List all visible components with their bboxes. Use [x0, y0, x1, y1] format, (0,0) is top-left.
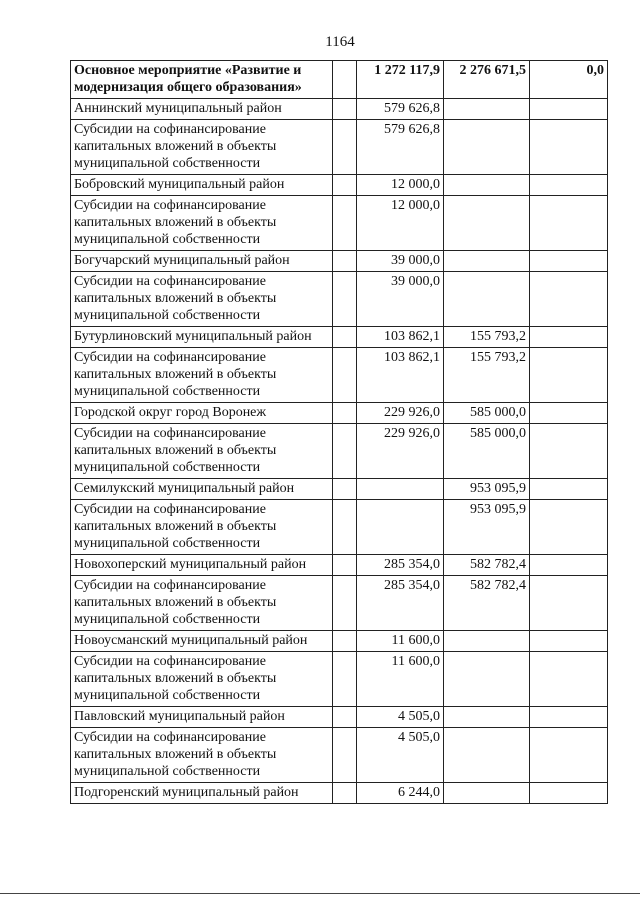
row-name-cell: Субсидии на софинансирование капитальных вложений в объекты муниципальной собственности — [71, 576, 333, 631]
row-code-cell — [333, 783, 357, 804]
row-name-cell: Аннинский муниципальный район — [71, 99, 333, 120]
table-row — [71, 348, 608, 403]
row-code-cell — [333, 251, 357, 272]
row-value-2-cell: 155 793,2 — [444, 348, 530, 403]
table-row — [71, 327, 608, 348]
table-row — [71, 728, 608, 783]
row-value-2-cell: 155 793,2 — [444, 327, 530, 348]
row-value-3-cell — [530, 403, 608, 424]
row-code-cell — [333, 120, 357, 175]
row-value-3-cell — [530, 99, 608, 120]
header-value-1-cell: 1 272 117,9 — [357, 61, 444, 99]
row-value-3-cell — [530, 576, 608, 631]
row-value-3-cell — [530, 652, 608, 707]
row-value-1-cell: 579 626,8 — [357, 120, 444, 175]
row-value-2-cell — [444, 120, 530, 175]
row-value-2-cell — [444, 631, 530, 652]
row-value-1-cell — [357, 500, 444, 555]
table-header-row — [71, 61, 608, 99]
table-row — [71, 783, 608, 804]
row-value-3-cell — [530, 424, 608, 479]
row-value-1-cell: 11 600,0 — [357, 652, 444, 707]
row-value-1-cell: 12 000,0 — [357, 175, 444, 196]
row-code-cell — [333, 99, 357, 120]
header-value-2-cell: 2 276 671,5 — [444, 61, 530, 99]
row-code-cell — [333, 175, 357, 196]
budget-table — [70, 60, 608, 804]
row-name-cell: Субсидии на софинансирование капитальных вложений в объекты муниципальной собственности — [71, 348, 333, 403]
header-code-cell — [333, 61, 357, 99]
row-value-2-cell: 953 095,9 — [444, 500, 530, 555]
row-value-1-cell: 579 626,8 — [357, 99, 444, 120]
row-value-2-cell — [444, 251, 530, 272]
row-value-2-cell — [444, 652, 530, 707]
row-name-cell: Подгоренский муниципальный район — [71, 783, 333, 804]
row-value-1-cell: 103 862,1 — [357, 348, 444, 403]
row-name-cell: Субсидии на софинансирование капитальных вложений в объекты муниципальной собственности — [71, 272, 333, 327]
row-name-cell: Субсидии на софинансирование капитальных вложений в объекты муниципальной собственности — [71, 500, 333, 555]
row-code-cell — [333, 555, 357, 576]
row-value-3-cell — [530, 555, 608, 576]
row-value-2-cell — [444, 272, 530, 327]
header-value-3-cell: 0,0 — [530, 61, 608, 99]
row-name-cell: Богучарский муниципальный район — [71, 251, 333, 272]
row-value-3-cell — [530, 196, 608, 251]
row-code-cell — [333, 403, 357, 424]
row-code-cell — [333, 196, 357, 251]
row-value-2-cell: 585 000,0 — [444, 403, 530, 424]
table-row — [71, 424, 608, 479]
row-value-2-cell: 582 782,4 — [444, 576, 530, 631]
row-name-cell: Павловский муниципальный район — [71, 707, 333, 728]
row-code-cell — [333, 576, 357, 631]
header-name-cell: Основное мероприятие «Развитие и модернизация общего образования» — [71, 61, 333, 99]
row-code-cell — [333, 479, 357, 500]
row-value-3-cell — [530, 272, 608, 327]
row-code-cell — [333, 424, 357, 479]
row-value-3-cell — [530, 479, 608, 500]
row-value-1-cell: 285 354,0 — [357, 576, 444, 631]
row-code-cell — [333, 728, 357, 783]
table-row — [71, 652, 608, 707]
row-code-cell — [333, 348, 357, 403]
row-name-cell: Субсидии на софинансирование капитальных вложений в объекты муниципальной собственности — [71, 196, 333, 251]
row-value-2-cell: 585 000,0 — [444, 424, 530, 479]
row-value-2-cell: 582 782,4 — [444, 555, 530, 576]
row-value-3-cell — [530, 728, 608, 783]
row-name-cell: Субсидии на софинансирование капитальных вложений в объекты муниципальной собственности — [71, 424, 333, 479]
row-name-cell: Городской округ город Воронеж — [71, 403, 333, 424]
row-name-cell: Бобровский муниципальный район — [71, 175, 333, 196]
table-row — [71, 479, 608, 500]
row-code-cell — [333, 500, 357, 555]
table-row — [71, 99, 608, 120]
row-code-cell — [333, 652, 357, 707]
row-value-3-cell — [530, 707, 608, 728]
table-row — [71, 576, 608, 631]
row-value-1-cell: 4 505,0 — [357, 728, 444, 783]
table-row — [71, 707, 608, 728]
row-value-3-cell — [530, 500, 608, 555]
row-value-3-cell — [530, 251, 608, 272]
row-code-cell — [333, 707, 357, 728]
row-value-2-cell — [444, 707, 530, 728]
row-value-1-cell: 12 000,0 — [357, 196, 444, 251]
row-value-1-cell: 229 926,0 — [357, 403, 444, 424]
row-value-2-cell — [444, 728, 530, 783]
row-name-cell: Новоусманский муниципальный район — [71, 631, 333, 652]
row-value-2-cell — [444, 196, 530, 251]
row-value-1-cell: 39 000,0 — [357, 272, 444, 327]
table-row — [71, 196, 608, 251]
row-value-1-cell: 103 862,1 — [357, 327, 444, 348]
row-value-1-cell: 285 354,0 — [357, 555, 444, 576]
table-row — [71, 631, 608, 652]
row-value-1-cell: 6 244,0 — [357, 783, 444, 804]
row-code-cell — [333, 327, 357, 348]
scan-bottom-edge — [0, 893, 640, 894]
row-value-2-cell — [444, 783, 530, 804]
table-row — [71, 251, 608, 272]
row-value-3-cell — [530, 175, 608, 196]
page-number: 1164 — [325, 34, 355, 50]
row-code-cell — [333, 272, 357, 327]
row-value-1-cell — [357, 479, 444, 500]
row-name-cell: Субсидии на софинансирование капитальных вложений в объекты муниципальной собственности — [71, 652, 333, 707]
row-value-1-cell: 229 926,0 — [357, 424, 444, 479]
row-value-3-cell — [530, 327, 608, 348]
row-value-2-cell — [444, 99, 530, 120]
row-value-3-cell — [530, 120, 608, 175]
table-row — [71, 555, 608, 576]
row-value-2-cell — [444, 175, 530, 196]
row-value-1-cell: 39 000,0 — [357, 251, 444, 272]
row-name-cell: Субсидии на софинансирование капитальных вложений в объекты муниципальной собственности — [71, 728, 333, 783]
row-value-3-cell — [530, 783, 608, 804]
row-name-cell: Субсидии на софинансирование капитальных вложений в объекты муниципальной собственности — [71, 120, 333, 175]
table-row — [71, 272, 608, 327]
row-code-cell — [333, 631, 357, 652]
table-row — [71, 175, 608, 196]
row-name-cell: Новохоперский муниципальный район — [71, 555, 333, 576]
table-row — [71, 120, 608, 175]
budget-table-body — [71, 61, 608, 804]
row-value-1-cell: 4 505,0 — [357, 707, 444, 728]
row-value-1-cell: 11 600,0 — [357, 631, 444, 652]
table-row — [71, 500, 608, 555]
row-name-cell: Семилукский муниципальный район — [71, 479, 333, 500]
table-row — [71, 403, 608, 424]
row-value-3-cell — [530, 631, 608, 652]
row-name-cell: Бутурлиновский муниципальный район — [71, 327, 333, 348]
row-value-2-cell: 953 095,9 — [444, 479, 530, 500]
row-value-3-cell — [530, 348, 608, 403]
